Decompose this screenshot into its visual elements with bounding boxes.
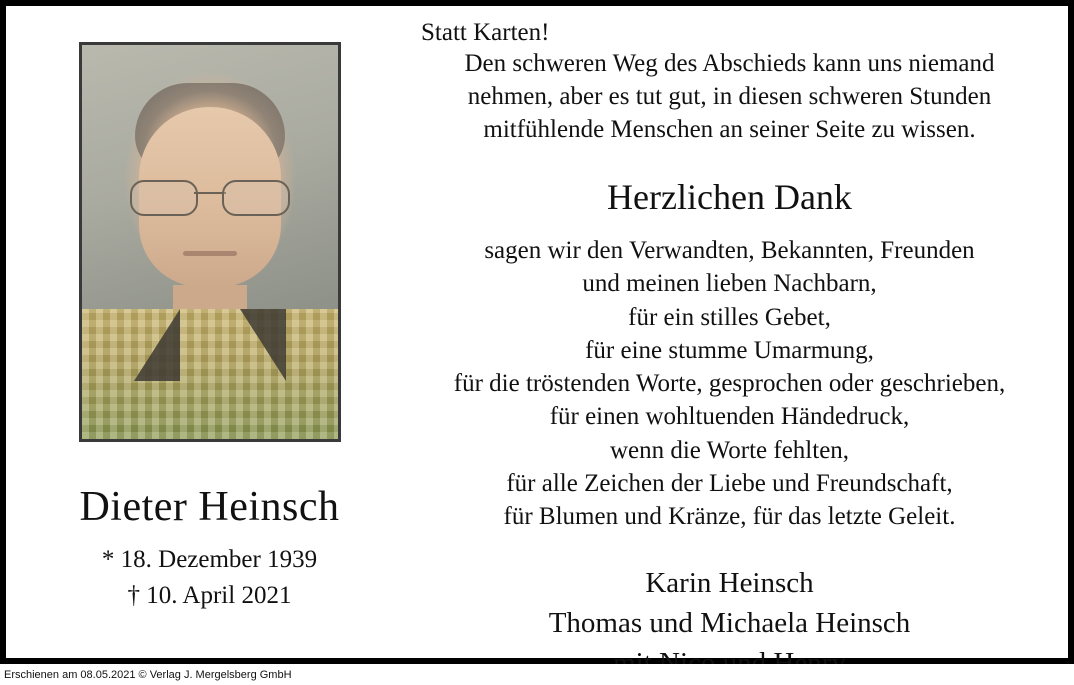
portrait-frame [79, 42, 341, 442]
intro-text [419, 47, 1040, 146]
body-line: für eine stumme Umarmung, [585, 336, 874, 364]
deceased-name: Dieter Heinsch [79, 484, 340, 530]
thanks-heading: Herzlichen Dank [607, 177, 852, 217]
portrait-column [12, 12, 407, 652]
collar-right [240, 309, 286, 381]
mouth-shape [183, 251, 237, 256]
thanks-body [419, 234, 1040, 533]
body-line: für Blumen und Kränze, für das letzte Geleit. [503, 503, 956, 530]
notice-inner [12, 12, 1062, 652]
publication-footer [0, 664, 1074, 685]
intro-line: mitfühlende Menschen an seiner Seite zu wissen. [483, 116, 976, 143]
glasses-lens-right [222, 180, 290, 216]
body-line: wenn die Worte fehlten, [609, 436, 850, 464]
glasses-icon [130, 180, 290, 214]
intro-line: Den schweren Weg des Abschieds kann uns niemand [464, 50, 995, 77]
shirt-shape [82, 309, 338, 439]
publication-info: Erschienen am 08.05.2021 © Verlag J. Mergelsberg GmbH [4, 668, 292, 681]
body-line: für einen wohltuenden Händedruck, [549, 403, 910, 431]
birth-date: * 18. Dezember 1939 [101, 546, 318, 574]
portrait-photo [82, 45, 338, 439]
text-column [407, 12, 1062, 652]
death-date: † 10. April 2021 [127, 582, 292, 610]
statt-karten-line: Statt Karten! [421, 19, 550, 46]
family-line: Thomas und Michaela Heinsch [548, 607, 911, 640]
body-line: sagen wir den Verwandten, Bekannten, Freunden [484, 237, 975, 264]
life-dates [102, 542, 317, 615]
glasses-lens-left [130, 180, 198, 216]
body-line: für die tröstenden Worte, gesprochen oder geschrieben, [453, 370, 1006, 397]
body-line: für alle Zeichen der Liebe und Freundschaft, [506, 469, 953, 497]
collar-left [134, 309, 180, 381]
body-line: für ein stilles Gebet, [628, 303, 831, 331]
family-line: Karin Heinsch [645, 567, 814, 600]
body-line: und meinen lieben Nachbarn, [582, 270, 877, 298]
intro-line: nehmen, aber es tut gut, in diesen schweren Stunden [467, 83, 992, 110]
